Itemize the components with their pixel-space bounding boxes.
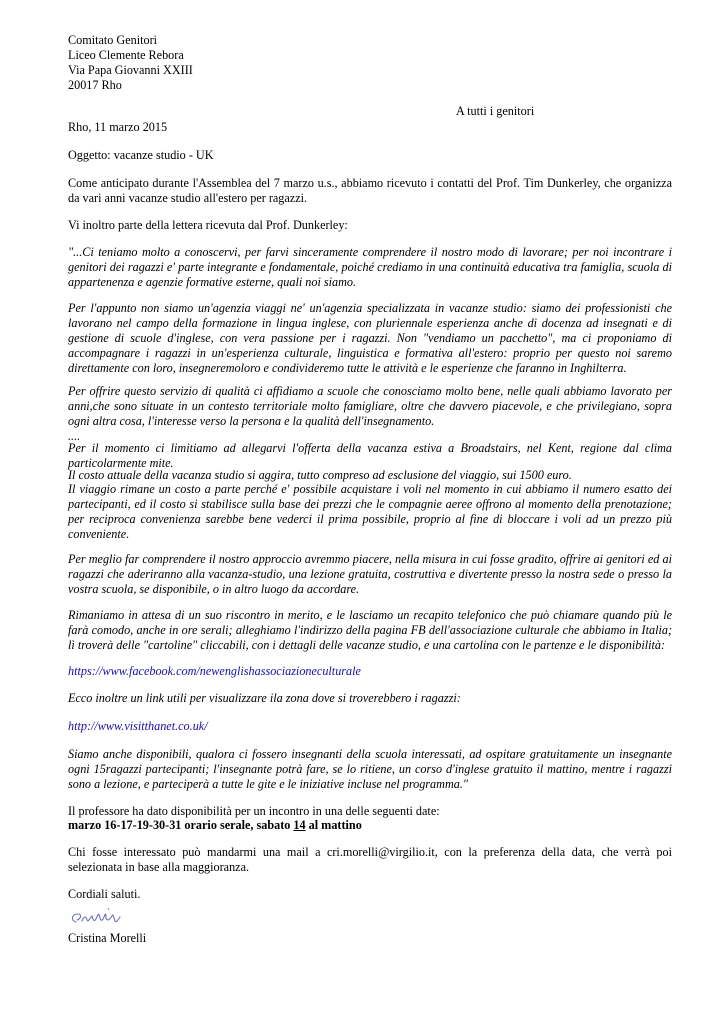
signature-name: Cristina Morelli [68, 931, 147, 945]
dates-list-part-2: al mattino [305, 818, 362, 832]
handwritten-signature [68, 904, 128, 930]
subject-line: Oggetto: vacanze studio - UK [68, 148, 214, 162]
recipient: A tutti i genitori [456, 104, 535, 118]
sender-line: Via Papa Giovanni XXIII [68, 63, 193, 77]
quote-paragraph-3: Per offrire questo servizio di qualità ci affidiamo a scuole che conosciamo molto bene, nelle quali abbiamo lavorato per anni,che sono situate in un contesto territoriale molto famigliare, oltre che davvero piacevole, e che privilegiano, sopra ogni altra cosa, l'interesse verso la persona e la qualità dell'insegnamento. [68, 384, 672, 428]
quote-paragraph-4a: Per il momento ci limitiamo ad allegarvi l'offerta della vacanza estiva a Broadstairs, nel Kent, regione dal clima particolarmente mite. [68, 441, 672, 470]
dates-list-day: 14 [293, 818, 306, 832]
quote-paragraph-4c: Il viaggio rimane un costo a parte perché e' possibile acquistare i voli nel momento in cui abbiamo il numero esatto dei partecipanti, ed il costo si stabilisce sulla base dei prezzi che le compagnie aeree offrono al momento della prenotazione; per reciproca convenienza sarebbe bene vederci il prima possibile, proprio al fine di bloccare i voli ad un prezzo più conveniente. [68, 482, 672, 541]
visitthanet-link-text[interactable]: http://www.visitthanet.co.uk/ [68, 719, 208, 733]
quote-paragraph-5: Per meglio far comprendere il nostro approccio avremmo piacere, nella misura in cui fosse gradito, offrire ai genitori ed ai ragazzi che aderiranno alla vacanza-studio, una lezione gratuita, costruttiva e divertente presso la nostra sede o presso la vostra scuola, se disponibile, o in altro luogo da accordare. [68, 552, 672, 596]
quote-paragraph-1: "...Ci teniamo molto a conoscervi, per farvi sinceramente comprendere il nostro modo di lavorare; per noi incontrare i genitori dei ragazzi e' parte integrante e fondamentale, poiché crediamo in una continuità educativa tra famiglia, scuola di appartenenza e agenzie formative esterne, quali noi siamo. [68, 245, 672, 289]
quote-paragraph-2: Per l'appunto non siamo un'agenzia viaggi ne' un'agenzia specializzata in vacanze studio: siamo dei professionisti che lavorano nel campo della formazione in lingua inglese, con pluriennale esperienza anche di docenza ad insegnati e di gestione di scuole d'inglese, con vera passione per i ragazzi. Non "vendiamo un pacchetto", ma ci proponiamo di accompagnare i ragazzi in un'esperienza culturale, linguistica e formativa all'estero: proprio per questo noi saremo direttamente con loro, insegneremoloro e condivideremo tutte le attività e le esperienze che faranno in Inghilterra. [68, 301, 672, 375]
dates-list-part-1: marzo 16-17-19-30-31 orario serale, sabato [68, 818, 294, 832]
facebook-link[interactable] [68, 664, 672, 679]
dates-intro: Il professore ha dato disponibilità per un incontro in una delle seguenti date: [68, 804, 440, 818]
sender-line: 20017 Rho [68, 78, 122, 92]
intro-paragraph-2: Vi inoltro parte della lettera ricevuta dal Prof. Dunkerley: [68, 218, 348, 232]
intro-paragraph: Come anticipato durante l'Assemblea del 7 marzo u.s., abbiamo ricevuto i contatti del Prof. Tim Dunkerley, che organizza da vari anni vacanze studio all'estero per ragazzi. [68, 176, 672, 205]
sender-line: Comitato Genitori [68, 33, 158, 47]
letter-date: Rho, 11 marzo 2015 [68, 120, 168, 134]
quote-ellipsis: .... [68, 429, 81, 443]
quote-paragraph-7: Ecco inoltre un link utili per visualizzare ila zona dove si troverebbero i ragazzi: [68, 691, 461, 705]
quote-paragraph-8: Siamo anche disponibili, qualora ci fossero insegnanti della scuola interessati, ad ospitare gratuitamente un insegnante ogni 15ragazzi partecipanti; l'insegnante potrà fare, se lo ritiene, un corso d'inglese gratuito il mattino, mentre i ragazzi sono a lezione, e parteciperà a tutte le gite e le iniziative incluse nel programma." [68, 747, 672, 791]
sender-address [68, 33, 672, 93]
sender-line: Liceo Clemente Rebora [68, 48, 184, 62]
visitthanet-link[interactable] [68, 719, 672, 734]
facebook-link-text[interactable]: https://www.facebook.com/newenglishassociazioneculturale [68, 664, 361, 678]
closing-salutation: Cordiali saluti. [68, 887, 141, 901]
dates-list [68, 818, 672, 833]
quote-paragraph-4b: Il costo attuale della vacanza studio si aggira, tutto compreso ad esclusione del viaggio, sui 1500 euro. [68, 468, 572, 482]
contact-paragraph: Chi fosse interessato può mandarmi una mail a cri.morelli@virgilio.it, con la preferenza della data, che verrà poi selezionata in base alla maggioranza. [68, 845, 672, 874]
quote-paragraph-6: Rimaniamo in attesa di un suo riscontro in merito, e le lasciamo un recapito telefonico che può chiamare quando più le farà comodo, anche in ore serali; alleghiamo l'indirizzo della pagina FB dell'associazione culturale che abbiamo in Italia; lì troverà delle "cartoline" cliccabili, con i dettagli delle vacanze studio, e una cartolina con le partenze e le disponibilità: [68, 608, 672, 652]
